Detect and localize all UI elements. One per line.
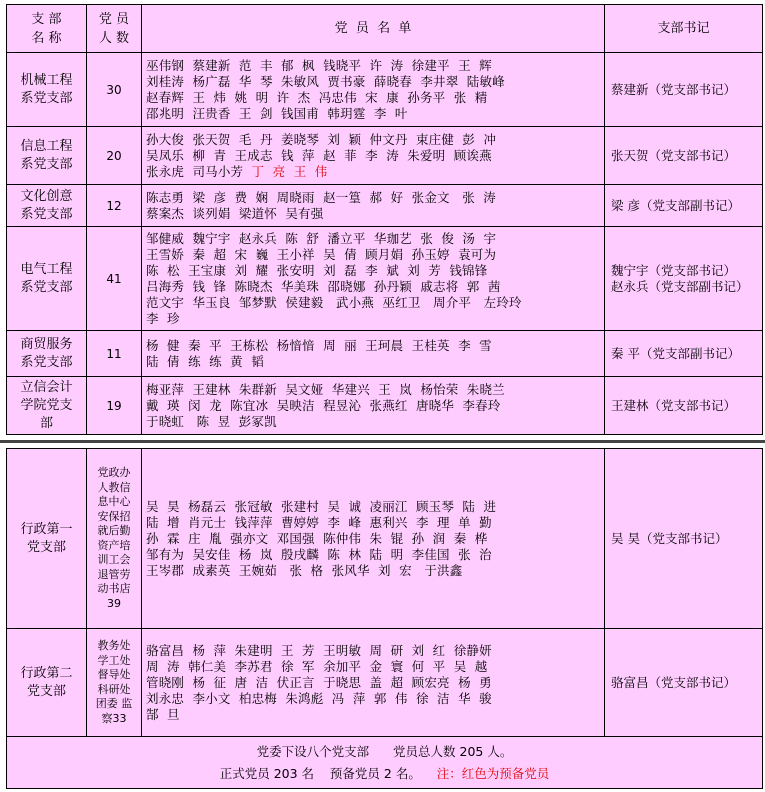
branch-count: 11 (87, 331, 142, 377)
branch-count: 12 (87, 185, 142, 227)
summary-footer (7, 737, 763, 789)
table-row (7, 185, 763, 227)
branch-members: 杨 健 秦 平 王栋松 杨愔愔 周 丽 王珂晨 王桂英 李 雪 陆 倩 练 练 黄 韬 (142, 331, 605, 377)
summary-line-2: 正式党员 203 名 预备党员 2 名。 注：红色为预备党员 (219, 765, 550, 781)
header-branch-name: 支 部 名 称 (7, 5, 87, 53)
section-divider (0, 440, 765, 443)
branch-name: 文化创意 系党支部 (7, 185, 87, 227)
branch-count: 33 (112, 711, 127, 725)
branch-secretary: 秦 平（党支部副书记） (605, 331, 763, 377)
table-row (7, 227, 763, 331)
branch-count: 41 (87, 227, 142, 331)
header-secretary: 支部书记 (605, 5, 763, 53)
branch-secretary: 梁 彦（党支部副书记） (605, 185, 763, 227)
branch-name: 信息工程 系党支部 (7, 127, 87, 185)
table-row (7, 377, 763, 435)
branch-name: 机械工程 系党支部 (7, 53, 87, 127)
branch-departments: 党政办 人教信 息中心 安保招 就后勤 资产培 训工会 退管劳 动书店 39 (87, 449, 142, 629)
branch-count: 19 (87, 377, 142, 435)
branch-secretary: 吴 昊（党支部书记） (605, 449, 763, 629)
header-member-list: 党 员 名 单 (142, 5, 605, 53)
branch-name: 商贸服务 系党支部 (7, 331, 87, 377)
summary-line-1: 党委下设八个党支部 党员总人数 205 人。 (256, 743, 513, 759)
table-row (7, 53, 763, 127)
header-member-count: 党 员 人 数 (87, 5, 142, 53)
branch-members: 孙大俊 张天贺 毛 丹 姜晓琴 刘 颖 仲文丹 束庄健 彭 冲 吴凤乐 柳 青 王成志 钱 萍 赵 菲 李 涛 朱爱明 顾诶燕 张永虎 司马小芳 丁 亮 王 伟 (142, 127, 605, 185)
table-header-row (7, 5, 763, 53)
branch-count: 30 (87, 53, 142, 127)
branch-secretary: 王建林（党支部书记） (605, 377, 763, 435)
party-branch-table-admin (6, 448, 763, 789)
branch-secretary: 张天贺（党支部书记） (605, 127, 763, 185)
branch-count: 39 (107, 596, 121, 610)
probationary-members: 丁 亮 王 伟 (251, 163, 328, 179)
probationary-note: 注：红色为预备党员 (436, 765, 550, 781)
branch-members: 骆富昌 杨 萍 朱建明 王 芳 王明敏 周 研 刘 红 徐静妍 周 涛 韩仁美 李苏君 徐 军 余加平 金 寰 何 平 吴 越 管晓刚 杨 征 唐 洁 伏正言 于晓思 盖 超 顾宏亮 杨 勇 刘永忠 李小文 柏忠梅 朱鸿彪 冯 萍 郭 伟 徐 洁 华 骏 郜 旦 (142, 629, 605, 737)
branch-members: 吴 昊 杨磊云 张冠敏 张建村 吴 诚 凌丽江 顾玉琴 陆 进 陆 增 肖元士 钱萍萍 曹婷婷 李 峰 惠利兴 李 理 单 勤 孙 霖 庄 胤 强亦文 邓国强 陈仲伟 朱 锟 孙 润 秦 桦 邹有为 吴安佳 杨 岚 殷戌麟 陈 林 陆 明 李佳国 张 治 王岑郡 成素英 王婉茹 张 格 张风华 刘 宏 于洪鑫 (142, 449, 605, 629)
branch-name: 行政第二 党支部 (7, 629, 87, 737)
branch-departments: 教务处 学工处 督导处 科研处 团委 监 察33 (87, 629, 142, 737)
table-row (7, 331, 763, 377)
branch-members: 梅亚萍 王建林 朱群新 吴文娅 华建兴 王 岚 杨怡荣 朱晓兰 戴 瑛 闵 龙 陈宜冰 吴映洁 程昱沁 张燕红 唐晓华 李春玲 于晓虹 陈 昱 彭冢凯 (142, 377, 605, 435)
branch-secretary: 魏宁宇（党支部书记） 赵永兵（党支部副书记） (605, 227, 763, 331)
branch-name: 行政第一 党支部 (7, 449, 87, 629)
table-row (7, 629, 763, 737)
table-footer-row (7, 737, 763, 789)
branch-members: 巫伟钢 蔡建新 范 丰 郁 枫 钱晓平 许 涛 徐建平 王 辉 刘桂涛 杨广磊 华 琴 朱敏风 贾书豪 薛晓春 李井翠 陆敏峰 赵春辉 王 炜 姚 明 许 杰 冯忠伟 宋 康 孙务平 张 精 邵兆明 汪贵香 王 剑 钱国甫 韩玥霆 李 叶 (142, 53, 605, 127)
branch-secretary: 骆富昌（党支部书记） (605, 629, 763, 737)
party-branch-table-top (6, 4, 763, 435)
branch-members: 陈志勇 梁 彦 费 娴 周晓雨 赵一篁 郝 好 张金文 张 涛 蔡案杰 谈列娟 梁道怀 吴有强 (142, 185, 605, 227)
table-row (7, 127, 763, 185)
branch-name: 立信会计 学院党支 部 (7, 377, 87, 435)
branch-secretary: 蔡建新（党支部书记） (605, 53, 763, 127)
branch-members: 邹健威 魏宁宇 赵永兵 陈 舒 潘立平 华珈艺 张 俊 汤 宇 王雪娇 秦 超 宋 巍 王小祥 吴 倩 顾月娟 孙玉婷 袁可为 陈 松 王宝康 刘 耀 张安明 刘 磊 李 斌 刘 芳 钱锦锋 吕海秀 钱 锋 陈晓杰 华美珠 邵晓娜 孙丹颖 戚志将 郭 茜 范文宇 华玉良 邹梦默 侯建毅 武小燕 巫红卫 周介平 左玲玲 李 珍 (142, 227, 605, 331)
branch-count: 20 (87, 127, 142, 185)
table-row (7, 449, 763, 629)
branch-name: 电气工程 系党支部 (7, 227, 87, 331)
